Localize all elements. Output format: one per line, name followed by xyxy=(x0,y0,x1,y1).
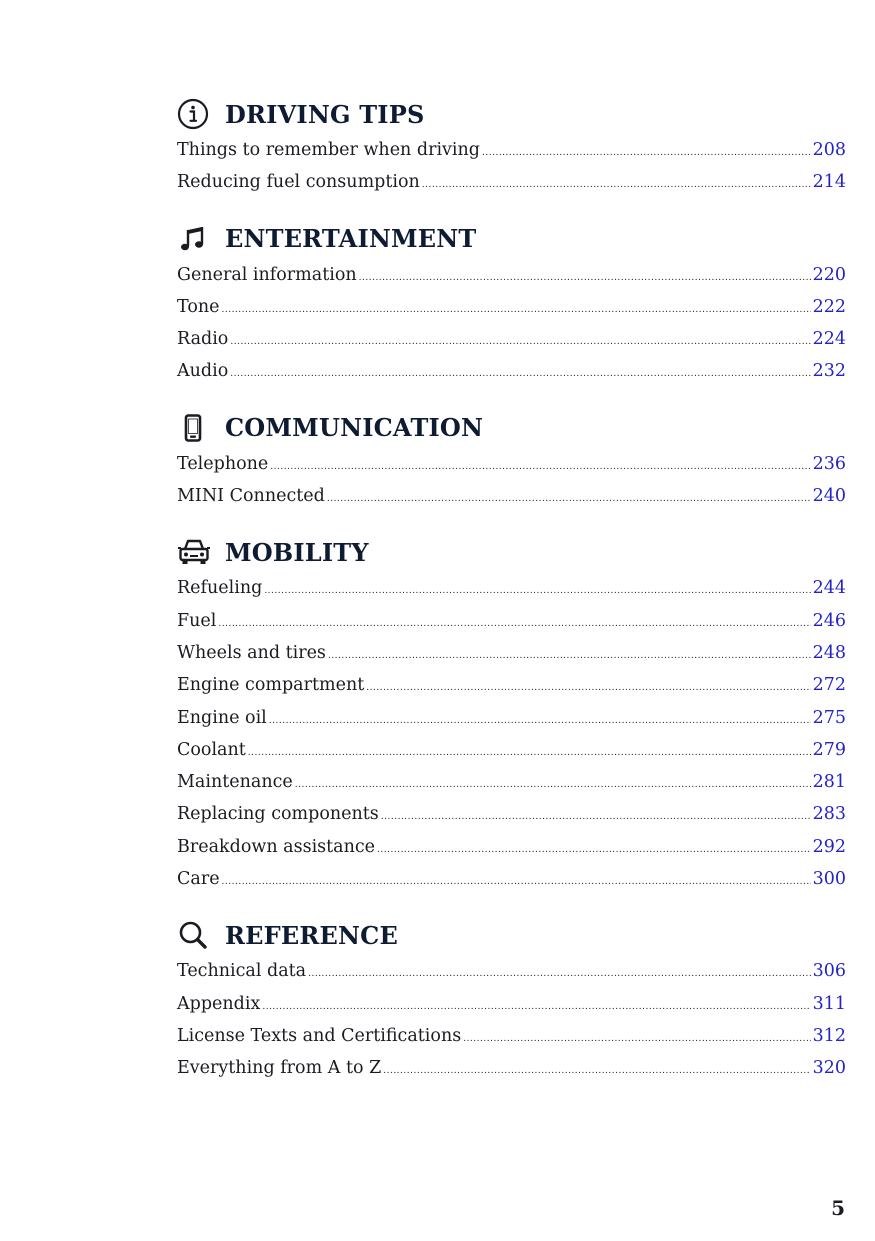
toc-entry[interactable] xyxy=(177,259,846,291)
toc-entry-label: Audio xyxy=(177,361,229,382)
dot-leader xyxy=(218,608,810,640)
dot-leader xyxy=(377,834,811,866)
section-title: COMMUNICATION xyxy=(225,413,484,443)
dot-leader xyxy=(482,137,811,169)
toc-entry-label: Radio xyxy=(177,329,229,350)
section-heading xyxy=(177,94,846,134)
dot-leader xyxy=(270,451,810,483)
toc-entry-label: Engine compartment xyxy=(177,675,365,696)
section-title: MOBILITY xyxy=(225,537,369,567)
toc-entry-page-link[interactable]: 283 xyxy=(812,804,846,825)
magnifier-icon xyxy=(177,917,213,953)
music-note-icon xyxy=(177,221,213,257)
toc-entry-page-link[interactable]: 306 xyxy=(812,961,846,982)
toc-entry[interactable] xyxy=(177,605,846,637)
toc-entry[interactable] xyxy=(177,863,846,895)
toc-entry-page-link[interactable]: 246 xyxy=(812,610,846,631)
toc-entry[interactable] xyxy=(177,1052,846,1084)
toc-entry-page-link[interactable]: 312 xyxy=(812,1025,846,1046)
toc-entry-label: Refueling xyxy=(177,578,263,599)
dot-leader xyxy=(248,737,811,769)
toc-entry[interactable] xyxy=(177,134,846,166)
toc-section xyxy=(177,532,846,895)
toc-entry[interactable] xyxy=(177,669,846,701)
toc-entry[interactable] xyxy=(177,448,846,480)
section-title: ENTERTAINMENT xyxy=(225,224,477,254)
toc-entry-page-link[interactable]: 311 xyxy=(812,993,846,1014)
section-heading xyxy=(177,915,846,955)
section-heading xyxy=(177,408,846,448)
toc-entry-page-link[interactable]: 224 xyxy=(812,329,846,350)
dot-leader xyxy=(463,1023,810,1055)
toc-entry[interactable] xyxy=(177,798,846,830)
dot-leader xyxy=(328,640,811,672)
info-circle-icon xyxy=(177,96,213,132)
toc-entry-label: Technical data xyxy=(177,961,307,982)
toc-entry-label: Coolant xyxy=(177,739,246,760)
toc-entry-label: Telephone xyxy=(177,453,269,474)
toc-entry[interactable] xyxy=(177,734,846,766)
toc-entry-label: Fuel xyxy=(177,610,217,631)
toc-entry-page-link[interactable]: 214 xyxy=(812,172,846,193)
toc-entry-label: Engine oil xyxy=(177,707,267,728)
section-title: DRIVING TIPS xyxy=(225,99,425,129)
dot-leader xyxy=(222,866,811,898)
toc-section xyxy=(177,219,846,388)
toc-entry-page-link[interactable]: 292 xyxy=(812,836,846,857)
toc-entry-page-link[interactable]: 320 xyxy=(812,1058,846,1079)
toc-entry-page-link[interactable]: 208 xyxy=(812,140,846,160)
toc-entry[interactable] xyxy=(177,480,846,512)
toc-entry-page-link[interactable]: 275 xyxy=(812,707,846,728)
dot-leader xyxy=(230,326,810,358)
dot-leader xyxy=(269,705,811,737)
toc-entry[interactable] xyxy=(177,702,846,734)
toc-entry-page-link[interactable]: 222 xyxy=(812,296,846,317)
toc-section xyxy=(177,408,846,513)
dot-leader xyxy=(422,169,811,201)
toc-section xyxy=(177,915,846,1084)
toc-entry-label: MINI Connected xyxy=(177,486,325,507)
dot-leader xyxy=(264,575,810,607)
dot-leader xyxy=(383,1055,810,1087)
toc-entry[interactable] xyxy=(177,166,846,198)
toc-entry-label: Breakdown assistance xyxy=(177,836,376,857)
toc-entry[interactable] xyxy=(177,831,846,863)
dot-leader xyxy=(366,672,810,704)
toc-entry[interactable] xyxy=(177,323,846,355)
dot-leader xyxy=(381,801,811,833)
toc-entry-page-link[interactable]: 248 xyxy=(812,642,846,663)
dot-leader xyxy=(359,262,811,294)
section-heading xyxy=(177,532,846,572)
toc-entry-page-link[interactable]: 240 xyxy=(812,486,846,507)
toc-entry-label: Wheels and tires xyxy=(177,642,326,663)
dot-leader xyxy=(327,483,811,515)
section-title: REFERENCE xyxy=(225,920,398,950)
toc-section xyxy=(177,94,846,199)
dot-leader xyxy=(308,958,810,990)
dot-leader xyxy=(230,358,810,390)
table-of-contents xyxy=(177,94,846,1105)
toc-entry[interactable] xyxy=(177,988,846,1020)
section-heading xyxy=(177,219,846,259)
toc-entry-page-link[interactable]: 236 xyxy=(812,453,846,474)
phone-icon xyxy=(177,410,213,446)
toc-entry-label: General information xyxy=(177,264,357,285)
toc-entry-label: Tone xyxy=(177,296,220,317)
toc-entry[interactable] xyxy=(177,766,846,798)
toc-entry[interactable] xyxy=(177,955,846,987)
page-number: 5 xyxy=(831,1196,845,1220)
dot-leader xyxy=(295,769,811,801)
toc-entry-label: Appendix xyxy=(177,993,261,1014)
toc-entry-page-link[interactable]: 300 xyxy=(812,869,846,890)
toc-entry[interactable] xyxy=(177,355,846,387)
toc-entry-label: Care xyxy=(177,869,220,890)
dot-leader xyxy=(221,294,810,326)
toc-entry-page-link[interactable]: 220 xyxy=(812,264,846,285)
toc-entry[interactable] xyxy=(177,637,846,669)
toc-entry-label: Everything from A to Z xyxy=(177,1058,382,1079)
dot-leader xyxy=(262,991,810,1023)
toc-entry-page-link[interactable]: 244 xyxy=(812,578,846,599)
toc-entry-label: Replacing components xyxy=(177,804,379,825)
toc-entry-label: Maintenance xyxy=(177,772,293,793)
toc-entry-page-link[interactable]: 232 xyxy=(812,361,846,382)
toc-entry[interactable] xyxy=(177,572,846,604)
toc-entry[interactable] xyxy=(177,1020,846,1052)
toc-entry-label: Things to remember when driving xyxy=(177,140,481,160)
toc-entry[interactable] xyxy=(177,291,846,323)
toc-entry-page-link[interactable]: 281 xyxy=(812,772,846,793)
toc-entry-label: Reducing fuel consumption xyxy=(177,172,420,193)
car-icon xyxy=(177,534,213,570)
toc-entry-label: License Texts and Certifications xyxy=(177,1025,462,1046)
toc-entry-page-link[interactable]: 279 xyxy=(812,739,846,760)
toc-entry-page-link[interactable]: 272 xyxy=(812,675,846,696)
